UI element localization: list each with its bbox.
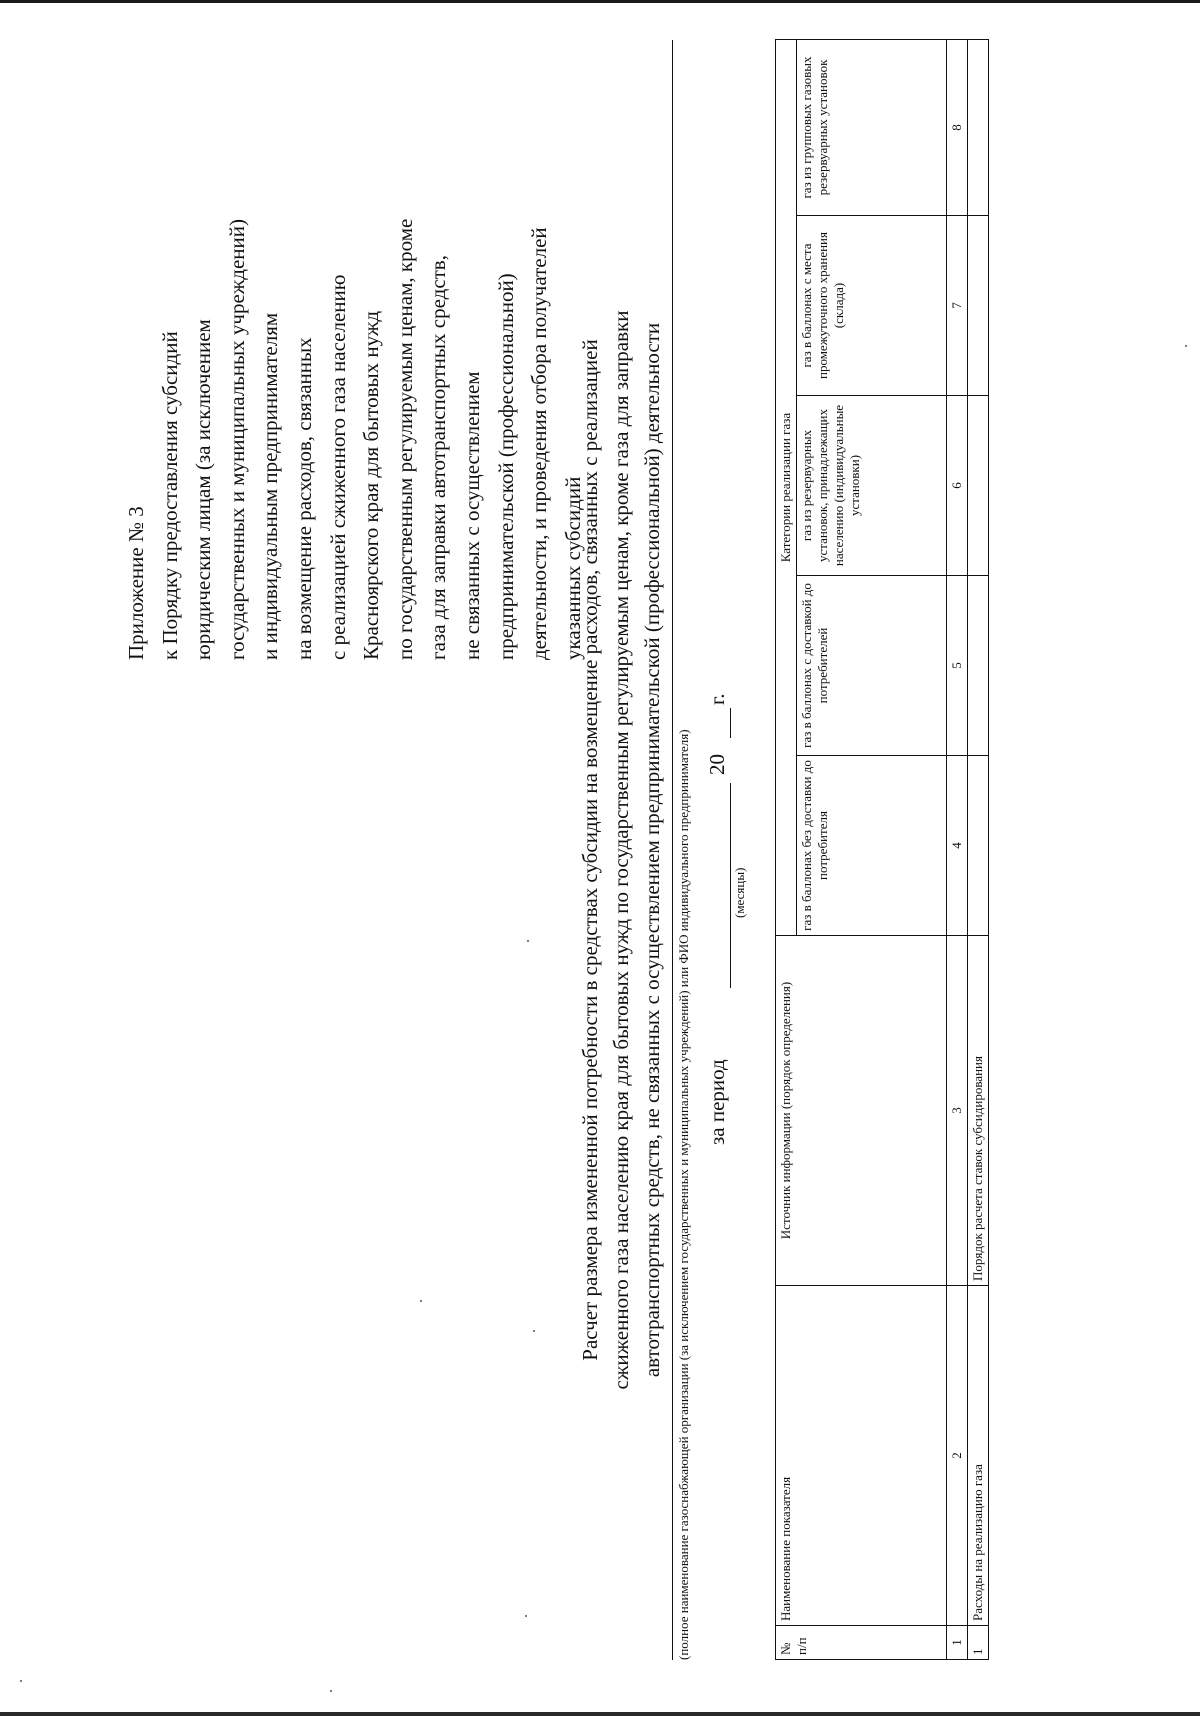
period-year-prefix: 20 bbox=[705, 754, 729, 775]
annex-line: предпринимательской (профессиональной) bbox=[493, 273, 518, 660]
header-name: Наименование показателя bbox=[776, 1286, 947, 1626]
header-categories: Категории реализации газа bbox=[776, 40, 797, 936]
document-title bbox=[575, 40, 668, 1660]
header-category: газ из групповых газовых резервуарных установок bbox=[797, 40, 947, 216]
annex-line: на возмещение расходов, связанных bbox=[291, 337, 316, 660]
annex-line: и индивидуальным предпринимателям bbox=[258, 312, 283, 660]
col-number: 5 bbox=[947, 576, 968, 756]
col-number: 8 bbox=[947, 40, 968, 216]
annex-block bbox=[120, 40, 590, 660]
rotated-page bbox=[120, 40, 1100, 1660]
title-line: автотранспортных средств, не связанных с осуществлением предпринимательской (профессиональной) деятельности bbox=[640, 322, 664, 1378]
header-category: газ в баллонах без доставки до потребителя bbox=[797, 756, 947, 936]
annex-line: не связанных с осуществлением bbox=[459, 371, 484, 660]
annex-line: к Порядку предоставления субсидий bbox=[157, 331, 182, 660]
col-number: 3 bbox=[947, 936, 968, 1286]
title-line: сжиженного газа населению края для бытовых нужд по государственным регулируемым ценам, кроме газа для заправки bbox=[609, 310, 633, 1390]
annex-line: государственных и муниципальных учреждений) bbox=[224, 218, 249, 660]
scan-speck bbox=[20, 1680, 22, 1682]
annex-line: Красноярского края для бытовых нужд bbox=[359, 310, 384, 660]
header-source: Источник информации (порядок определения) bbox=[776, 936, 947, 1286]
row-value-cell[interactable] bbox=[968, 576, 989, 756]
row-value-cell[interactable] bbox=[968, 756, 989, 936]
scan-speck bbox=[1185, 345, 1187, 347]
period-label: за период bbox=[705, 1059, 729, 1145]
header-category: газ в баллонах с доставкой до потребителей bbox=[797, 576, 947, 756]
annex-line: газа для заправки автотранспортных средств, bbox=[426, 255, 451, 660]
org-caption: (полное наименование газоснабжающей организации (за исключением государственных и муниципальных учреждений) или ФИО индивидуального предпринимателя) bbox=[676, 729, 691, 1660]
annex-line: юридическим лицам (за исключением bbox=[191, 319, 216, 660]
scan-edge-top bbox=[0, 0, 1200, 3]
scan-speck bbox=[330, 1690, 332, 1692]
row-num: 1 bbox=[968, 1626, 989, 1660]
title-line: Расчет размера измененной потребности в средствах субсидии на возмещение расходов, связанных с реализацией bbox=[578, 339, 602, 1361]
col-number: 7 bbox=[947, 216, 968, 396]
col-number: 4 bbox=[947, 756, 968, 936]
header-num: № п/п bbox=[776, 1626, 947, 1660]
annex-line: по государственным регулируемым ценам, кроме bbox=[392, 218, 417, 660]
col-number: 2 bbox=[947, 1286, 968, 1626]
annex-line: Приложение № 3 bbox=[124, 506, 148, 660]
annex-line: с реализацией сжиженного газа населению bbox=[325, 274, 350, 660]
row-name: Расходы на реализацию газа bbox=[968, 1286, 989, 1626]
period-year-field[interactable] bbox=[730, 708, 731, 738]
period-year-suffix: г. bbox=[705, 693, 729, 705]
table-row bbox=[968, 40, 989, 1660]
header-category: газ в баллонах с места промежуточного хранения (склада) bbox=[797, 216, 947, 396]
subsidy-table bbox=[775, 39, 989, 1660]
row-source: Порядок расчета ставок субсидирования bbox=[968, 936, 989, 1286]
col-number: 1 bbox=[947, 1626, 968, 1660]
annex-line: указанных субсидий bbox=[560, 476, 585, 660]
row-value-cell[interactable] bbox=[968, 40, 989, 216]
period-months-field[interactable] bbox=[730, 783, 731, 988]
header-category: газ из резервуарных установок, принадлежащих населению (индивидуальные установки) bbox=[797, 396, 947, 576]
months-caption: (месяцы) bbox=[732, 867, 747, 918]
row-value-cell[interactable] bbox=[968, 216, 989, 396]
row-value-cell[interactable] bbox=[968, 396, 989, 576]
org-name-field[interactable] bbox=[672, 40, 673, 1660]
scan-edge-bottom bbox=[0, 1712, 1200, 1716]
col-number: 6 bbox=[947, 396, 968, 576]
annex-line: деятельности, и проведения отбора получателей bbox=[527, 227, 552, 660]
